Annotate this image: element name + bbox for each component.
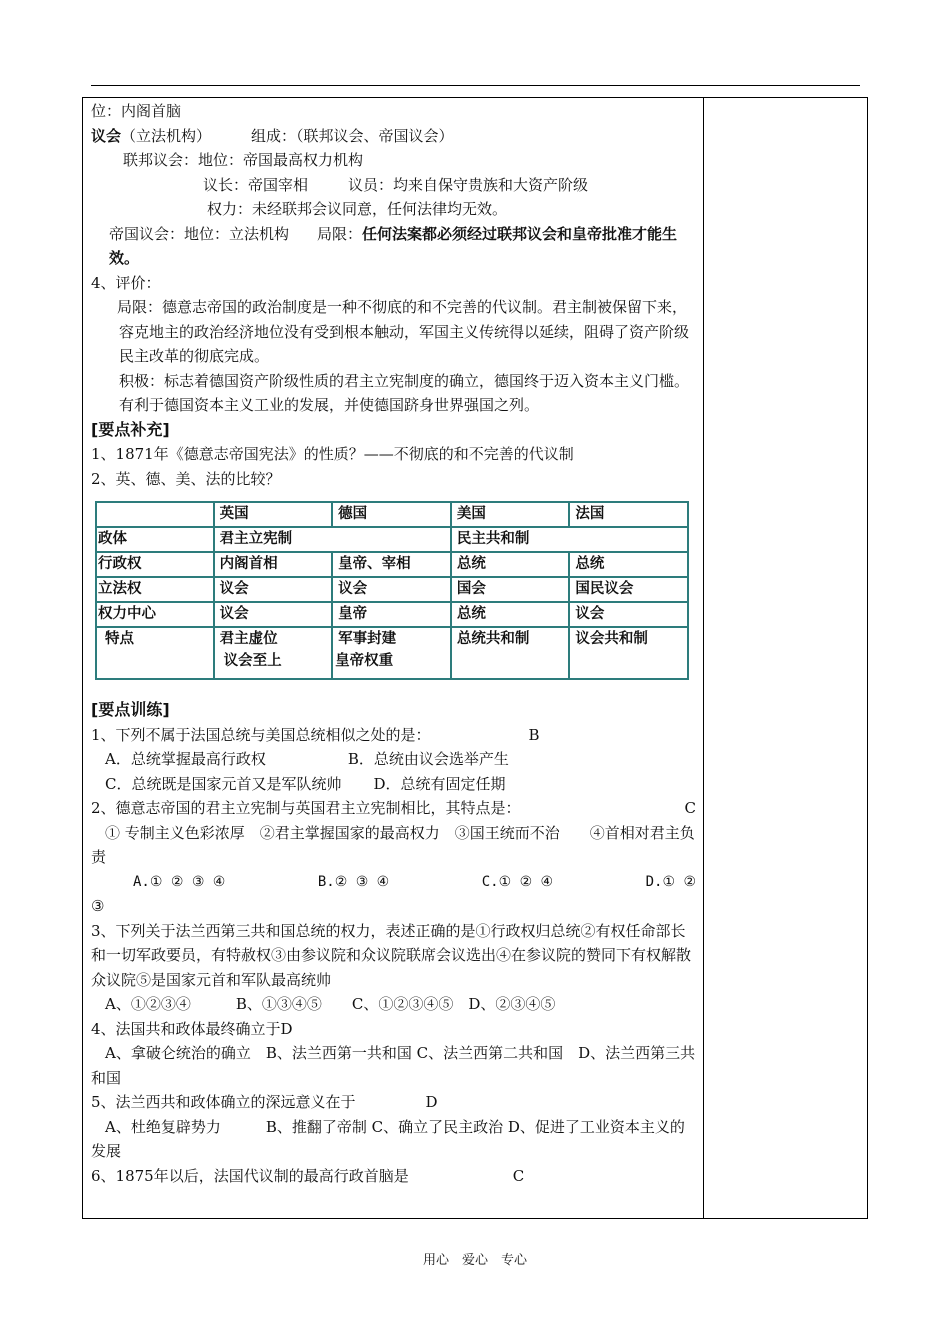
table-cell: [96, 502, 214, 527]
table-cell: 总统: [451, 552, 570, 577]
line-position: 位：内阁首脑: [91, 102, 182, 120]
feature-uk-2: 议会至上: [223, 653, 282, 669]
option-c: C.① ② ④: [481, 873, 554, 890]
positive-text: 积极：标志着德国资产阶级性质的君主立宪制度的确立，德国终于迈入资本主义门槛。有利于德国资本主义工业的发展，并使德国跻身世界强国之列。: [119, 371, 690, 414]
table-cell: 总统: [569, 552, 688, 577]
table-cell: 英国: [214, 502, 333, 527]
table-cell: 权力中心: [96, 602, 214, 627]
option-a: A．总统掌握最高行政权: [105, 750, 266, 768]
question-5-options: A、杜绝复辟势力 B、推翻了帝制 C、确立了民主政治 D、促进了工业资本主义的发展: [91, 1117, 685, 1160]
question-3: 3、下列关于法兰西第三共和国总统的权力，表述正确的是①行政权归总统②有权任命部长和一切军政要员，有特赦权③由参议院和众议院联席会议选出④在参议院的赞同下有权解散众议院⑤是国家元首和军队最高统帅: [91, 921, 692, 989]
table-cell: 君主立宪制: [214, 527, 451, 552]
table-cell: 议会: [569, 602, 688, 627]
table-row: [96, 552, 688, 577]
table-cell: 总统共和制: [451, 627, 570, 679]
section-training-heading: [要点训练]: [91, 700, 170, 719]
table-cell: 议会共和制: [569, 627, 688, 679]
table-header-row: [96, 502, 688, 527]
table-row: [96, 627, 688, 679]
table-cell: 议会: [214, 602, 333, 627]
question-3-options: A、①②③④ B、①③④⑤ C、①②③④⑤ D、②③④⑤: [105, 995, 556, 1013]
speaker-text: 议长：帝国宰相: [203, 175, 309, 194]
question-4-options: A、拿破仑统治的确立 B、法兰西第一共和国 C、法兰西第二共和国 D、法兰西第三共和国: [91, 1044, 696, 1087]
question-1-options-ab: [91, 747, 696, 772]
line-reichstag: [91, 222, 696, 271]
supplement-q1: 1、1871年《德意志帝国宪法》的性质？——不彻底的和不完善的代议制: [91, 445, 574, 463]
table-row: [96, 602, 688, 627]
table-cell: 皇帝、宰相: [332, 552, 451, 577]
option-d: D.① ②: [645, 873, 696, 890]
table-cell: 总统: [451, 602, 570, 627]
reichstag-limit: 任何法案都必须经过联邦议会和皇帝批准才能生效。: [109, 224, 678, 267]
question-2: [91, 796, 696, 821]
reichstag-limit-label: 局限：: [317, 224, 363, 243]
parliament-role: （立法机构）: [121, 126, 212, 145]
table-cell: 德国: [332, 502, 451, 527]
spacer: [91, 686, 696, 698]
line-evaluation: 4、评价：: [91, 273, 161, 292]
line-power: 权力：未经联邦会议同意，任何法律均无效。: [207, 200, 508, 218]
parliament-label: 议会: [91, 126, 122, 145]
table-cell: 特点: [96, 627, 214, 679]
answer: B: [528, 725, 540, 744]
question-5: [91, 1090, 696, 1115]
table-cell: 政体: [96, 527, 214, 552]
paragraph-positive: [91, 369, 696, 418]
question-text: 1、下列不属于法国总统与美国总统相似之处的是：: [91, 725, 431, 744]
question-text: 2、德意志帝国的君主立宪制与英国君主立宪制相比，其特点是：: [91, 799, 521, 817]
question-2-options: [91, 870, 696, 895]
question-2-statements: ① 专制主义色彩浓厚 ②君主掌握国家的最高权力 ③国王统而不治 ④首相对君主负责: [91, 823, 695, 866]
option-d: D．总统有固定任期: [373, 774, 506, 793]
members-text: 议员：均来自保守贵族和大资产阶级: [348, 175, 589, 194]
answer: C: [512, 1166, 525, 1185]
option-a: A.① ② ③ ④: [133, 873, 226, 890]
question-1: [91, 723, 696, 748]
table-cell: 国民议会: [569, 577, 688, 602]
comparison-table: [95, 501, 689, 680]
feature-uk-1: 君主虚位: [219, 631, 278, 647]
table-row: [96, 577, 688, 602]
table-cell: 皇帝: [332, 602, 451, 627]
limitation-text: 局限：德意志帝国的政治制度是一种不彻底的和不完善的代议制。君主制被保留下来，容克地主的政治经济地位没有受到根本触动，军国主义传统得以延续，阻碍了资产阶级民主改革的彻底完成。: [117, 298, 690, 365]
answer: C: [684, 799, 696, 817]
question-2-option-d-tail: ③: [91, 897, 105, 915]
table-cell: 法国: [569, 502, 688, 527]
section-supplement-heading: [要点补充]: [91, 419, 170, 439]
table-cell: 行政权: [96, 552, 214, 577]
question-6: [91, 1164, 696, 1189]
table-cell: 议会: [332, 577, 451, 602]
option-b: B．总统由议会选举产生: [347, 750, 509, 768]
question-1-options-cd: [91, 772, 696, 797]
parliament-composition: 组成：（联邦议会、帝国议会）: [251, 126, 454, 145]
feature-de-2: 皇帝权重: [335, 653, 394, 669]
question-text: 5、法兰西共和政体确立的深远意义在于: [91, 1093, 356, 1111]
line-speaker: [91, 173, 696, 198]
option-b: B.② ③ ④: [317, 873, 390, 890]
lesson-content: [91, 99, 696, 1188]
option-c: C．总统既是国家元首又是军队统帅: [105, 774, 342, 793]
answer: D: [425, 1093, 438, 1111]
table-cell: 立法权: [96, 577, 214, 602]
table-cell: [214, 627, 333, 679]
column-divider: [703, 97, 704, 1219]
question-4: 4、法国共和政体最终确立于D: [91, 1019, 293, 1038]
table-cell: 内阁首相: [214, 552, 333, 577]
table-cell: 议会: [214, 577, 333, 602]
table-cell: 民主共和制: [451, 527, 688, 552]
table-cell: 美国: [451, 502, 570, 527]
table-row: [96, 527, 688, 552]
feature-de-1: 军事封建: [338, 631, 397, 647]
line-federal-council: 联邦议会：地位：帝国最高权力机构: [123, 151, 364, 169]
supplement-q2: 2、英、德、美、法的比较？: [91, 469, 281, 488]
paragraph-limitation: [91, 295, 696, 369]
table-cell: [332, 627, 451, 679]
page-footer: 用心 爱心 专心: [422, 1253, 527, 1268]
header-rule: [91, 85, 860, 86]
table-cell: 国会: [451, 577, 570, 602]
question-text: 6、1875年以后，法国代议制的最高行政首脑是: [91, 1166, 409, 1185]
reichstag-status: 帝国议会：地位：立法机构: [109, 224, 290, 243]
line-parliament: [91, 124, 696, 149]
